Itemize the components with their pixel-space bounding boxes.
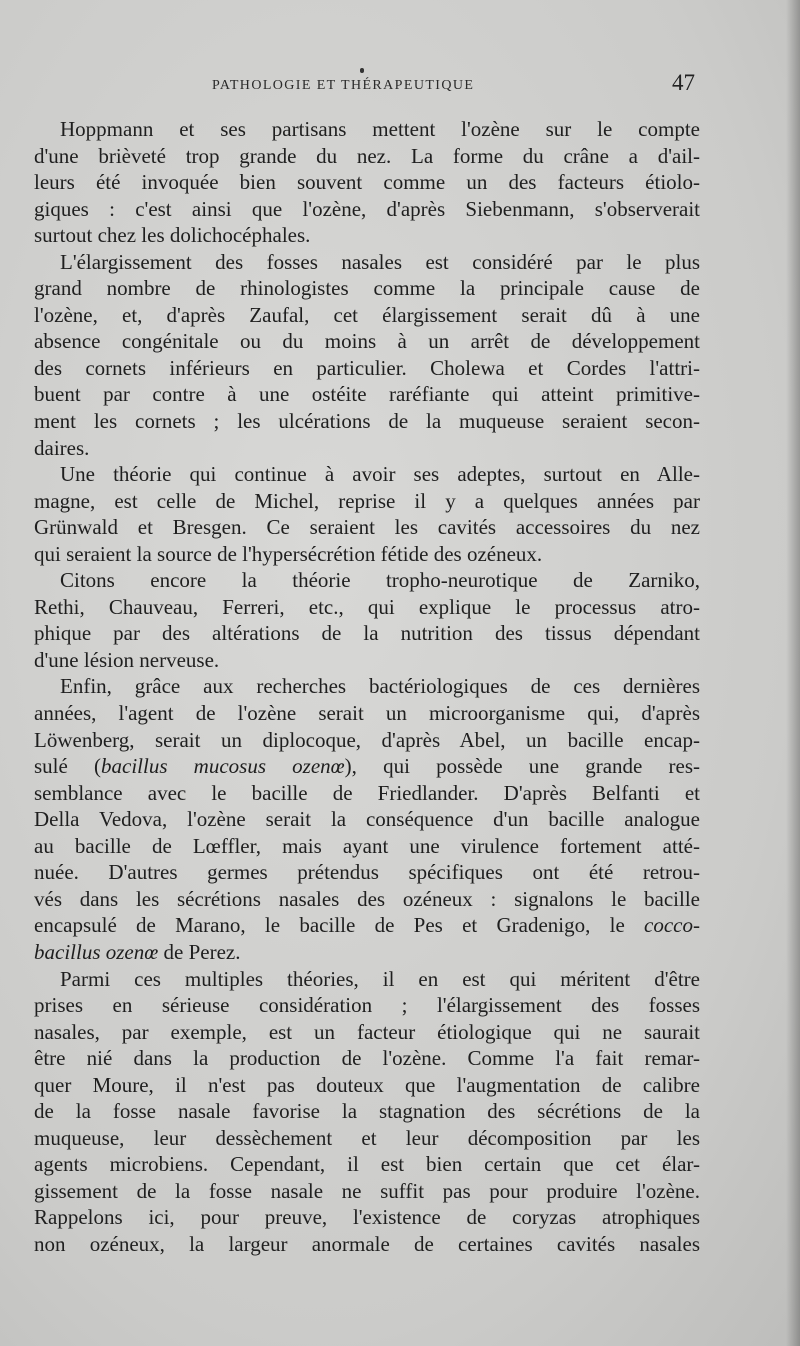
text-line: agents microbiens. Cependant, il est bien certain que cet élar-	[34, 1152, 700, 1177]
text-line: vés dans les sécrétions nasales des ozéneux : signalons le bacille	[34, 886, 700, 911]
text-line: L'élargissement des fosses nasales est considéré par le plus	[60, 249, 700, 274]
text-line: au bacille de Lœffler, mais ayant une virulence fortement atté-	[34, 833, 700, 858]
text-line	[34, 912, 700, 939]
text-line: magne, est celle de Michel, reprise il y a quelques années par	[34, 488, 700, 513]
text-line: années, l'agent de l'ozène serait un microorganisme qui, d'après	[34, 701, 700, 726]
text-line: nasales, par exemple, est un facteur étiologique qui ne saurait	[34, 1019, 700, 1044]
text-line: prises en sérieuse considération ; l'élargissement des fosses	[34, 993, 700, 1018]
text-line	[34, 939, 700, 966]
text-fragment: de Perez.	[158, 939, 241, 964]
italic-term: cocco-	[644, 913, 700, 938]
page-edge-shadow	[786, 0, 800, 1346]
text-line: Grünwald et Bresgen. Ce seraient les cavités accessoires du nez	[34, 515, 700, 540]
text-line: muqueuse, leur dessèchement et leur décomposition par les	[34, 1125, 700, 1150]
text-line: Citons encore la théorie tropho-neurotique de Zarniko,	[60, 568, 700, 593]
text-line: daires.	[34, 435, 90, 460]
print-mark	[360, 68, 364, 73]
text-line: Rethi, Chauveau, Ferreri, etc., qui explique le processus atro-	[34, 594, 700, 619]
text-line: quer Moure, il n'est pas douteux que l'augmentation de calibre	[34, 1072, 700, 1097]
text-line: leurs été invoquée bien souvent comme un des facteurs étiolo-	[34, 170, 700, 195]
text-line: Della Vedova, l'ozène serait la conséquence d'un bacille analogue	[34, 807, 700, 832]
text-fragment: ), qui possède une grande res-	[344, 754, 701, 779]
text-fragment: encapsulé de Marano, le bacille de Pes et Gradenigo, le	[34, 913, 645, 938]
text-line: d'une brièveté trop grande du nez. La forme du crâne a d'ail-	[34, 143, 700, 168]
text-line: Rappelons ici, pour preuve, l'existence de coryzas atrophiques	[34, 1205, 700, 1230]
italic-term: bacillus ozenœ	[34, 939, 159, 964]
text-line: l'ozène, et, d'après Zaufal, cet élargissement serait dû à une	[34, 302, 700, 327]
text-line: ment les cornets ; les ulcérations de la muqueuse seraient secon-	[34, 409, 700, 434]
text-line	[34, 753, 700, 780]
running-head: PATHOLOGIE ET THÉRAPEUTIQUE	[212, 78, 475, 93]
text-line: surtout chez les dolichocéphales.	[34, 223, 311, 248]
text-line: giques : c'est ainsi que l'ozène, d'après Siebenmann, s'observerait	[34, 196, 700, 221]
page-number: 47	[672, 70, 695, 95]
text-line: qui seraient la source de l'hypersécrétion fétide des ozéneux.	[34, 541, 543, 566]
text-line: de la fosse nasale favorise la stagnation des sécrétions de la	[34, 1099, 700, 1124]
body-text	[34, 116, 700, 1258]
text-line: Enfin, grâce aux recherches bactériologiques de ces dernières	[60, 674, 700, 699]
text-line: Parmi ces multiples théories, il en est qui méritent d'être	[60, 966, 700, 991]
text-line: non ozéneux, la largeur anormale de certaines cavités nasales	[34, 1231, 700, 1256]
text-line: gissement de la fosse nasale ne suffit pas pour produire l'ozène.	[34, 1178, 700, 1203]
text-fragment: sulé (	[34, 754, 101, 779]
text-line: d'une lésion nerveuse.	[34, 647, 220, 672]
text-line: absence congénitale ou du moins à un arrêt de développement	[34, 329, 700, 354]
text-line: semblance avec le bacille de Friedlander. D'après Belfanti et	[34, 780, 700, 805]
text-line: grand nombre de rhinologistes comme la principale cause de	[34, 276, 700, 301]
text-line: phique par des altérations de la nutrition des tissus dépendant	[34, 621, 700, 646]
text-line: Löwenberg, serait un diplocoque, d'après Abel, un bacille encap-	[34, 727, 700, 752]
text-line: nuée. D'autres germes prétendus spécifiques ont été retrou-	[34, 860, 700, 885]
text-line: Une théorie qui continue à avoir ses adeptes, surtout en Alle-	[60, 462, 700, 487]
text-line: buent par contre à une ostéite raréfiante qui atteint primitive-	[34, 382, 700, 407]
italic-term: bacillus mucosus ozenœ	[101, 754, 345, 779]
text-line: des cornets inférieurs en particulier. Cholewa et Cordes l'attri-	[34, 355, 700, 380]
text-line: être nié dans la production de l'ozène. Comme l'a fait remar-	[34, 1046, 700, 1071]
text-line: Hoppmann et ses partisans mettent l'ozène sur le compte	[60, 117, 700, 141]
